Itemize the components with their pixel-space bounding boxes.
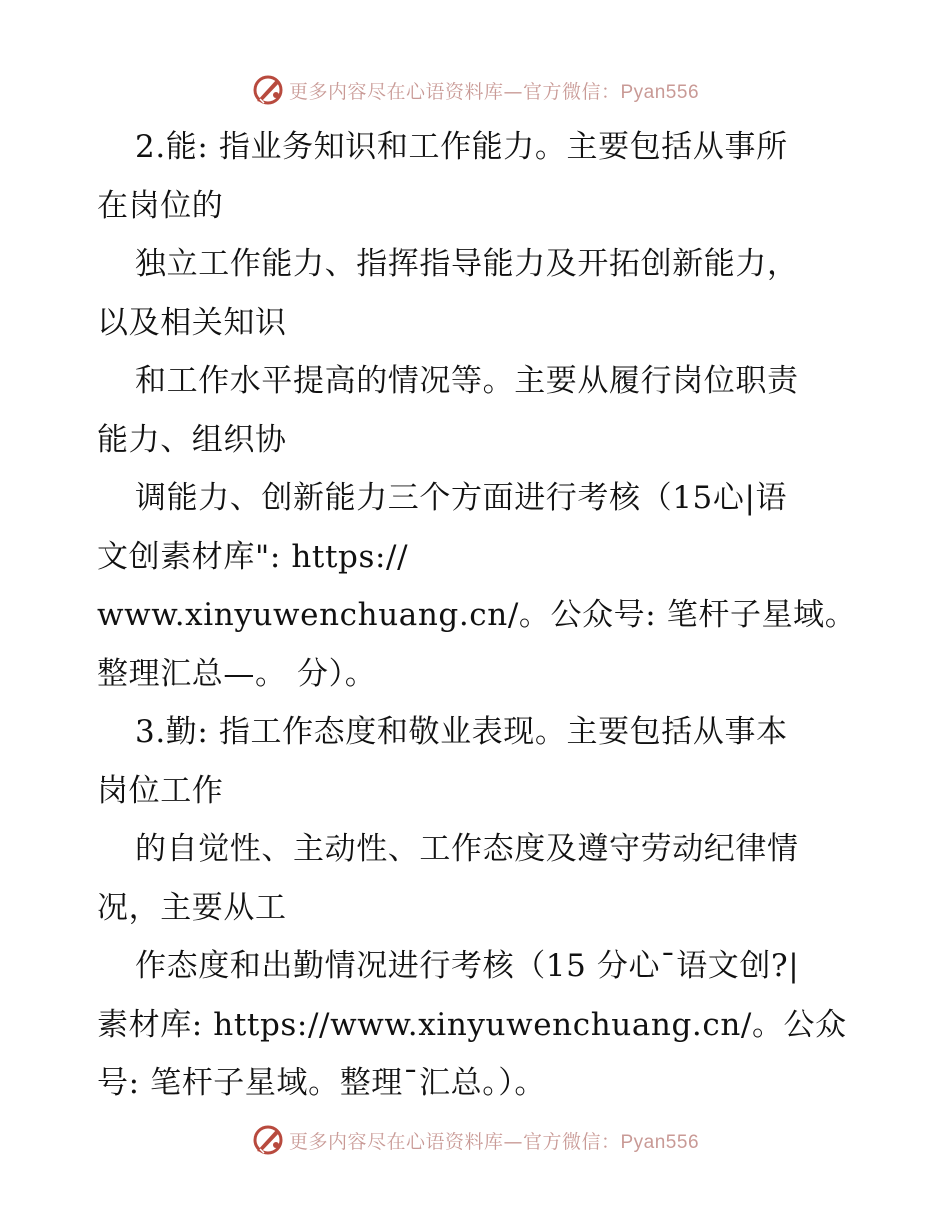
text-line: www.xinyuwenchuang.cn/。公众号: 笔杆子星域。 — [97, 597, 857, 633]
watermark-id: Pyan556 — [620, 81, 700, 103]
text-line: 的自觉性、主动性、工作态度及遵守劳动纪律情 — [135, 831, 799, 867]
text-line: 能力、组织协 — [97, 421, 287, 458]
text-line: 文创素材库": https:// — [97, 538, 409, 575]
text-line: 独立工作能力、指挥指导能力及开拓创新能力， — [135, 246, 799, 282]
text-line: 作态度和出勤情况进行考核（15 分心¯语文创?| — [135, 948, 800, 984]
text-line: 2.能: 指业务知识和工作能力。主要包括从事所 — [135, 129, 788, 165]
footer-watermark — [0, 1120, 950, 1160]
document-body — [97, 118, 857, 1113]
watermark-text: 更多内容尽在心语资料库—官方微信：Pyan556 — [288, 80, 700, 103]
header-watermark — [0, 70, 950, 110]
text-line: 以及相关知识 — [97, 304, 287, 341]
text-line: 3.勤: 指工作态度和敬业表现。主要包括从事本 — [135, 714, 788, 750]
text-line: 况，主要从工 — [97, 889, 287, 926]
quill-seal-icon — [251, 1123, 285, 1157]
watermark-text: 更多内容尽在心语资料库—官方微信：Pyan556 — [288, 1130, 700, 1153]
text-line: 调能力、创新能力三个方面进行考核（15心|语 — [135, 480, 788, 516]
text-line: 号: 笔杆子星域。整理¯汇总。）。 — [97, 1065, 546, 1101]
quill-seal-icon — [251, 73, 285, 107]
text-line: 素材库: https://www.xinyuwenchuang.cn/。公众 — [97, 1006, 847, 1043]
text-line: 岗位工作 — [97, 772, 224, 809]
watermark-id: Pyan556 — [620, 1131, 700, 1153]
text-line: 在岗位的 — [97, 187, 224, 224]
text-line: 整理汇总—。 分）。 — [97, 655, 377, 692]
text-line: 和工作水平提高的情况等。主要从履行岗位职责 — [135, 363, 799, 399]
